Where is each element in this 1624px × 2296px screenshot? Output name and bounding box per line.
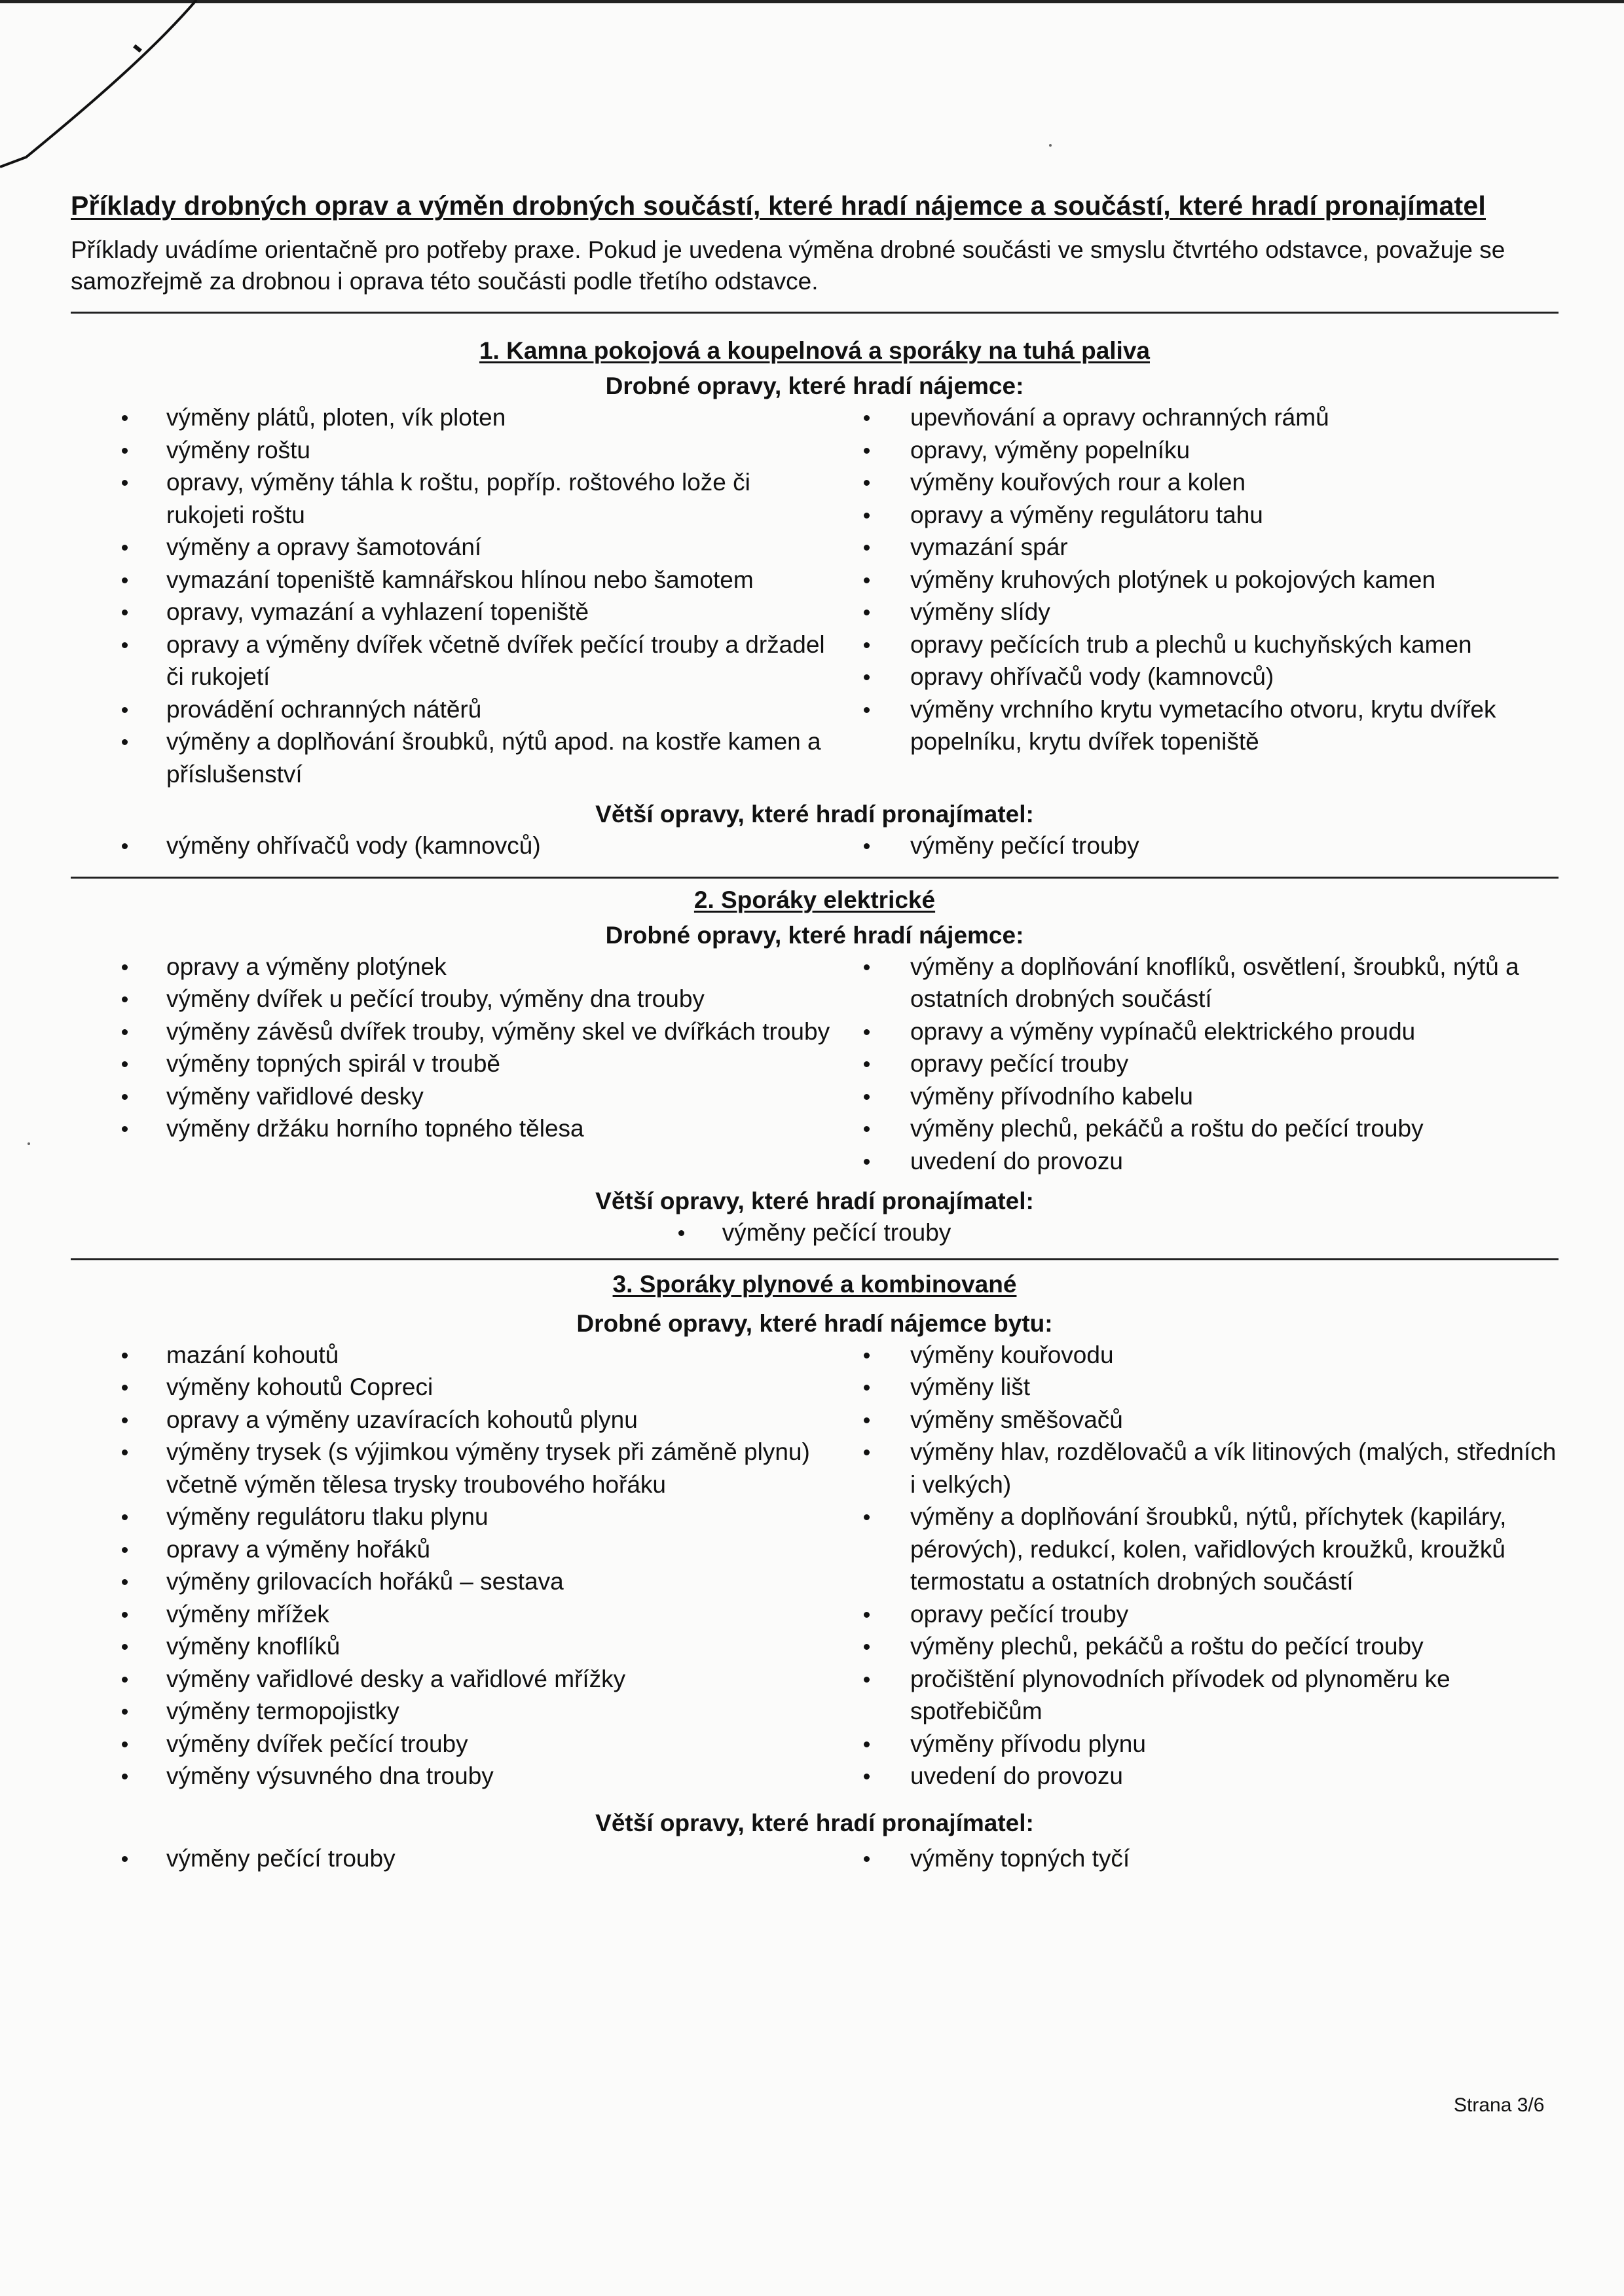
major-repairs-left [71, 829, 835, 862]
list-item: výměny topných tyčí [835, 1842, 1559, 1875]
minor-repairs-left [71, 401, 835, 790]
list-item: výměny plátů, ploten, vík ploten [71, 401, 835, 434]
list-item: výměny termopojistky [71, 1695, 835, 1728]
list-item: opravy, vymazání a vyhlazení topeniště [71, 596, 835, 629]
list-item: výměny mřížek [71, 1598, 835, 1631]
list-item: mazání kohoutů [71, 1339, 835, 1372]
list-item: výměny kruhových plotýnek u pokojových kamen [835, 564, 1559, 596]
major-repairs-heading: Větší opravy, které hradí pronajímatel: [595, 1188, 1034, 1214]
list-item: výměny a opravy šamotování [71, 531, 835, 564]
list-item: výměny a doplňování šroubků, nýtů, příchytek (kapiláry, pérových), redukcí, kolen, vařidlových kroužků, kroužků termostatu a ostatních drobných součástí [835, 1501, 1559, 1598]
list-item: opravy a výměny plotýnek [71, 951, 835, 983]
list-item: výměny plechů, pekáčů a roštu do pečící trouby [835, 1112, 1559, 1145]
list-item: výměny slídy [835, 596, 1559, 629]
minor-repairs-right [835, 1339, 1559, 1793]
section-electric-stoves [71, 885, 1559, 1249]
list-item: výměny přívodního kabelu [835, 1080, 1559, 1113]
list-item: opravy pečící trouby [835, 1598, 1559, 1631]
list-item: pročištění plynovodních přívodek od plynoměru ke spotřebičům [835, 1663, 1559, 1728]
major-repairs-left [71, 1842, 835, 1875]
minor-repairs-columns [71, 951, 1559, 1178]
minor-repairs-columns [71, 401, 1559, 790]
list-item: výměny regulátoru tlaku plynu [71, 1501, 835, 1533]
major-repairs-heading: Větší opravy, které hradí pronajímatel: [595, 801, 1034, 828]
list-item: výměny hlav, rozdělovačů a vík litinových (malých, středních i velkých) [835, 1436, 1559, 1501]
document-title: Příklady drobných oprav a výměn drobných součástí, které hradí nájemce a součástí, které hradí pronajímatel [71, 191, 1486, 221]
scan-speck [28, 1142, 30, 1145]
minor-repairs-heading: Drobné opravy, které hradí nájemce: [605, 921, 1024, 949]
list-item: výměny vrchního krytu vymetacího otvoru, krytu dvířek popelníku, krytu dvířek topeniště [835, 693, 1559, 758]
list-item: výměny kouřovodu [835, 1339, 1559, 1372]
major-repairs-columns [71, 1216, 1559, 1249]
minor-repairs-left [71, 1339, 835, 1793]
major-repairs-center [678, 1216, 951, 1249]
list-item: výměny kouřových rour a kolen [835, 466, 1559, 499]
section-title: 3. Sporáky plynové a kombinované [612, 1270, 1017, 1298]
list-item: výměny plechů, pekáčů a roštu do pečící trouby [835, 1630, 1559, 1663]
list-item: výměny vařidlové desky [71, 1080, 835, 1113]
pen-mark [0, 0, 210, 196]
section-stoves-solid-fuel [71, 336, 1559, 862]
scan-speck [1049, 144, 1052, 147]
list-item: výměny lišt [835, 1371, 1559, 1404]
list-item: výměny držáku horního topného tělesa [71, 1112, 835, 1145]
list-item: výměny kohoutů Copreci [71, 1371, 835, 1404]
minor-repairs-heading: Drobné opravy, které hradí nájemce bytu: [576, 1309, 1053, 1337]
major-repairs-heading: Větší opravy, které hradí pronajímatel: [595, 1809, 1034, 1836]
list-item: výměny trysek (s výjimkou výměny trysek při záměně plynu) včetně výměn tělesa trysky troubového hořáku [71, 1436, 835, 1501]
minor-repairs-right [835, 401, 1559, 790]
section-divider [71, 1258, 1559, 1260]
list-item: uvedení do provozu [835, 1760, 1559, 1793]
list-item: výměny dvířek u pečící trouby, výměny dna trouby [71, 983, 835, 1015]
section-title: 1. Kamna pokojová a koupelnová a sporáky na tuhá paliva [479, 337, 1150, 364]
list-item: výměny grilovacích hořáků – sestava [71, 1565, 835, 1598]
section-divider [71, 877, 1559, 879]
list-item: výměny pečící trouby [835, 829, 1559, 862]
document-page [71, 190, 1559, 1874]
list-item: opravy a výměny vypínačů elektrického proudu [835, 1015, 1559, 1048]
scan-edge-line [0, 0, 1624, 3]
list-item: výměny směšovačů [835, 1404, 1559, 1436]
list-item: výměny přívodu plynu [835, 1728, 1559, 1760]
intro-paragraph: Příklady uvádíme orientačně pro potřeby praxe. Pokud je uvedena výměna drobné součásti ve smyslu čtvrtého odstavce, považuje se samozřejmě za drobnou i oprava této součásti podle třetího odstavce. [71, 236, 1505, 295]
page-number: Strana 3/6 [1454, 2094, 1545, 2116]
list-item: výměny dvířek pečící trouby [71, 1728, 835, 1760]
major-repairs-columns [71, 829, 1559, 862]
list-item: opravy pečících trub a plechů u kuchyňských kamen [835, 629, 1559, 661]
list-item: výměny a doplňování knoflíků, osvětlení, šroubků, nýtů a ostatních drobných součástí [835, 951, 1559, 1015]
list-item: opravy, výměny popelníku [835, 434, 1559, 467]
section-gas-stoves [71, 1269, 1559, 1875]
list-item: opravy ohřívačů vody (kamnovců) [835, 661, 1559, 693]
list-item: uvedení do provozu [835, 1145, 1559, 1178]
major-repairs-columns [71, 1842, 1559, 1875]
list-item: výměny roštu [71, 434, 835, 467]
minor-repairs-columns [71, 1339, 1559, 1793]
list-item: opravy, výměny táhla k roštu, popříp. roštového lože či rukojeti roštu [71, 466, 835, 531]
section-divider [71, 312, 1559, 314]
list-item: výměny pečící trouby [678, 1216, 951, 1249]
section-title: 2. Sporáky elektrické [693, 886, 936, 913]
list-item: provádění ochranných nátěrů [71, 693, 835, 726]
list-item: výměny knoflíků [71, 1630, 835, 1663]
list-item: výměny závěsů dvířek trouby, výměny skel ve dvířkách trouby [71, 1015, 835, 1048]
major-repairs-right [835, 829, 1559, 862]
minor-repairs-right [835, 951, 1559, 1178]
list-item: opravy pečící trouby [835, 1048, 1559, 1080]
minor-repairs-heading: Drobné opravy, které hradí nájemce: [605, 373, 1024, 399]
list-item: vymazání topeniště kamnářskou hlínou nebo šamotem [71, 564, 835, 596]
list-item: opravy a výměny regulátoru tahu [835, 499, 1559, 532]
major-repairs-right [835, 1842, 1559, 1875]
minor-repairs-left [71, 951, 835, 1178]
list-item: upevňování a opravy ochranných rámů [835, 401, 1559, 434]
list-item: opravy a výměny dvířek včetně dvířek pečící trouby a držadel či rukojetí [71, 629, 835, 693]
list-item: vymazání spár [835, 531, 1559, 564]
list-item: opravy a výměny uzavíracích kohoutů plynu [71, 1404, 835, 1436]
list-item: výměny vařidlové desky a vařidlové mřížky [71, 1663, 835, 1696]
list-item: výměny pečící trouby [71, 1842, 835, 1875]
list-item: opravy a výměny hořáků [71, 1533, 835, 1566]
list-item: výměny výsuvného dna trouby [71, 1760, 835, 1793]
list-item: výměny ohřívačů vody (kamnovců) [71, 829, 835, 862]
list-item: výměny a doplňování šroubků, nýtů apod. na kostře kamen a příslušenství [71, 725, 835, 790]
list-item: výměny topných spirál v troubě [71, 1048, 835, 1080]
